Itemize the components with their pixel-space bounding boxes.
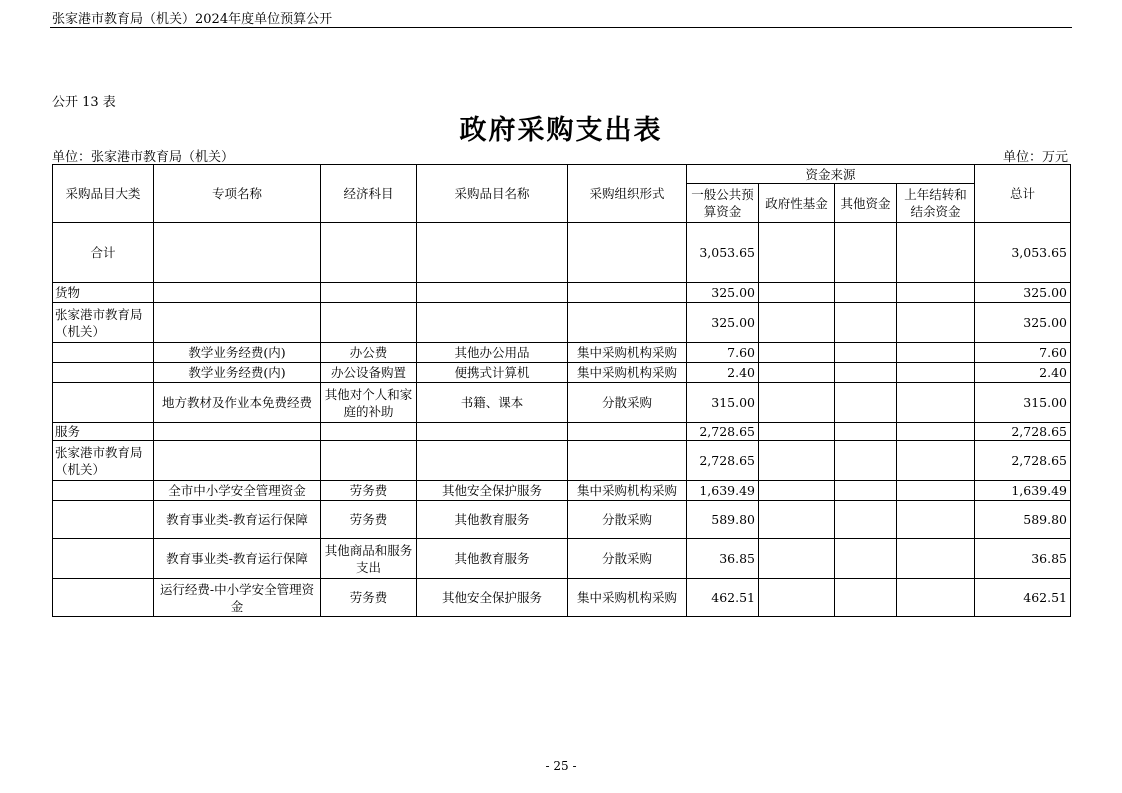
header-economic: 经济科目 <box>321 165 417 223</box>
cell-method: 分散采购 <box>568 501 687 539</box>
cell-fund <box>759 481 835 501</box>
unit-organization: 单位：张家港市教育局（机关） <box>52 150 235 165</box>
header-rule <box>50 27 1072 28</box>
table-row <box>53 441 1071 481</box>
header-funding-source: 资金来源 <box>687 165 975 184</box>
cell-project: 教育事业类-教育运行保障 <box>154 539 321 579</box>
cell-method: 集中采购机构采购 <box>568 343 687 363</box>
cell-fund <box>759 363 835 383</box>
table-row <box>53 223 1071 283</box>
table-number: 公开 13 表 <box>52 95 116 110</box>
cell-other <box>835 223 897 283</box>
header-project: 专项名称 <box>154 165 321 223</box>
cell-general: 2.40 <box>687 363 759 383</box>
table-row <box>53 579 1071 617</box>
cell-economic: 办公设备购置 <box>321 363 417 383</box>
cell-general: 36.85 <box>687 539 759 579</box>
cell-category <box>53 539 154 579</box>
cell-category <box>53 481 154 501</box>
cell-method <box>568 441 687 481</box>
cell-project <box>154 223 321 283</box>
cell-economic: 其他商品和服务支出 <box>321 539 417 579</box>
cell-total: 3,053.65 <box>975 223 1071 283</box>
cell-economic <box>321 423 417 441</box>
cell-carryover <box>897 303 975 343</box>
cell-fund <box>759 283 835 303</box>
cell-total: 589.80 <box>975 501 1071 539</box>
cell-fund <box>759 539 835 579</box>
page-number: - 25 - <box>545 759 577 773</box>
cell-general: 315.00 <box>687 383 759 423</box>
cell-carryover <box>897 539 975 579</box>
cell-other <box>835 343 897 363</box>
cell-economic <box>321 283 417 303</box>
cell-fund <box>759 303 835 343</box>
cell-item <box>417 303 568 343</box>
cell-carryover <box>897 423 975 441</box>
header-total: 总计 <box>975 165 1071 223</box>
cell-fund <box>759 223 835 283</box>
cell-other <box>835 579 897 617</box>
cell-other <box>835 283 897 303</box>
cell-item <box>417 223 568 283</box>
cell-project: 运行经费-中小学安全管理资金 <box>154 579 321 617</box>
cell-economic <box>321 441 417 481</box>
page-title: 政府采购支出表 <box>459 115 663 146</box>
cell-item: 其他教育服务 <box>417 539 568 579</box>
cell-other <box>835 363 897 383</box>
cell-fund <box>759 343 835 363</box>
cell-general: 1,639.49 <box>687 481 759 501</box>
cell-general: 3,053.65 <box>687 223 759 283</box>
cell-fund <box>759 441 835 481</box>
cell-fund <box>759 501 835 539</box>
cell-total: 36.85 <box>975 539 1071 579</box>
cell-project: 全市中小学安全管理资金 <box>154 481 321 501</box>
cell-method: 集中采购机构采购 <box>568 481 687 501</box>
cell-carryover <box>897 501 975 539</box>
table-row <box>53 303 1071 343</box>
cell-total: 462.51 <box>975 579 1071 617</box>
cell-economic: 劳务费 <box>321 579 417 617</box>
cell-fund <box>759 383 835 423</box>
cell-other <box>835 501 897 539</box>
table-row <box>53 383 1071 423</box>
cell-method <box>568 423 687 441</box>
header-carryover: 上年结转和结余资金 <box>897 184 975 223</box>
cell-project <box>154 283 321 303</box>
cell-category <box>53 501 154 539</box>
cell-item: 便携式计算机 <box>417 363 568 383</box>
table-row <box>53 501 1071 539</box>
cell-general: 462.51 <box>687 579 759 617</box>
header-other-funds: 其他资金 <box>835 184 897 223</box>
cell-total: 325.00 <box>975 283 1071 303</box>
cell-item <box>417 441 568 481</box>
cell-method <box>568 283 687 303</box>
cell-method: 分散采购 <box>568 539 687 579</box>
cell-project: 教育事业类-教育运行保障 <box>154 501 321 539</box>
cell-other <box>835 423 897 441</box>
cell-total: 1,639.49 <box>975 481 1071 501</box>
cell-total: 315.00 <box>975 383 1071 423</box>
cell-category <box>53 579 154 617</box>
cell-general: 325.00 <box>687 283 759 303</box>
table-row <box>53 423 1071 441</box>
cell-economic <box>321 303 417 343</box>
cell-item: 其他安全保护服务 <box>417 579 568 617</box>
cell-project <box>154 303 321 343</box>
header-general-budget: 一般公共预算资金 <box>687 184 759 223</box>
cell-carryover <box>897 223 975 283</box>
cell-carryover <box>897 383 975 423</box>
cell-economic <box>321 223 417 283</box>
cell-project: 教学业务经费(内) <box>154 363 321 383</box>
cell-item: 其他安全保护服务 <box>417 481 568 501</box>
cell-carryover <box>897 343 975 363</box>
cell-total: 325.00 <box>975 303 1071 343</box>
cell-item: 其他办公用品 <box>417 343 568 363</box>
header-government-fund: 政府性基金 <box>759 184 835 223</box>
cell-item: 书籍、课本 <box>417 383 568 423</box>
cell-category <box>53 343 154 363</box>
cell-general: 325.00 <box>687 303 759 343</box>
cell-project <box>154 423 321 441</box>
cell-item: 其他教育服务 <box>417 501 568 539</box>
cell-category: 货物 <box>53 283 154 303</box>
cell-general: 589.80 <box>687 501 759 539</box>
document-header: 张家港市教育局（机关）2024年度单位预算公开 <box>52 12 333 27</box>
cell-carryover <box>897 579 975 617</box>
procurement-table <box>52 164 1071 617</box>
cell-general: 2,728.65 <box>687 423 759 441</box>
cell-economic: 其他对个人和家庭的补助 <box>321 383 417 423</box>
cell-economic: 劳务费 <box>321 501 417 539</box>
cell-category <box>53 383 154 423</box>
cell-fund <box>759 423 835 441</box>
cell-item <box>417 423 568 441</box>
header-item: 采购品目名称 <box>417 165 568 223</box>
cell-other <box>835 481 897 501</box>
table-row <box>53 283 1071 303</box>
cell-total: 2.40 <box>975 363 1071 383</box>
table-row <box>53 481 1071 501</box>
cell-item <box>417 283 568 303</box>
cell-method <box>568 223 687 283</box>
cell-project: 地方教材及作业本免费经费 <box>154 383 321 423</box>
header-category: 采购品目大类 <box>53 165 154 223</box>
cell-category: 服务 <box>53 423 154 441</box>
cell-method: 集中采购机构采购 <box>568 363 687 383</box>
cell-general: 2,728.65 <box>687 441 759 481</box>
cell-carryover <box>897 481 975 501</box>
table-row <box>53 363 1071 383</box>
cell-project: 教学业务经费(内) <box>154 343 321 363</box>
cell-general: 7.60 <box>687 343 759 363</box>
cell-project <box>154 441 321 481</box>
cell-other <box>835 539 897 579</box>
cell-other <box>835 383 897 423</box>
cell-total: 2,728.65 <box>975 441 1071 481</box>
cell-category <box>53 363 154 383</box>
unit-currency: 单位：万元 <box>1002 150 1068 165</box>
cell-method: 分散采购 <box>568 383 687 423</box>
cell-total: 7.60 <box>975 343 1071 363</box>
cell-carryover <box>897 363 975 383</box>
cell-category: 张家港市教育局（机关） <box>53 441 154 481</box>
cell-carryover <box>897 283 975 303</box>
cell-economic: 劳务费 <box>321 481 417 501</box>
cell-fund <box>759 579 835 617</box>
cell-other <box>835 441 897 481</box>
cell-category: 张家港市教育局（机关） <box>53 303 154 343</box>
cell-economic: 办公费 <box>321 343 417 363</box>
cell-other <box>835 303 897 343</box>
cell-total: 2,728.65 <box>975 423 1071 441</box>
cell-method <box>568 303 687 343</box>
table-row <box>53 343 1071 363</box>
cell-method: 集中采购机构采购 <box>568 579 687 617</box>
header-method: 采购组织形式 <box>568 165 687 223</box>
table-row <box>53 539 1071 579</box>
cell-category: 合计 <box>53 223 154 283</box>
cell-carryover <box>897 441 975 481</box>
